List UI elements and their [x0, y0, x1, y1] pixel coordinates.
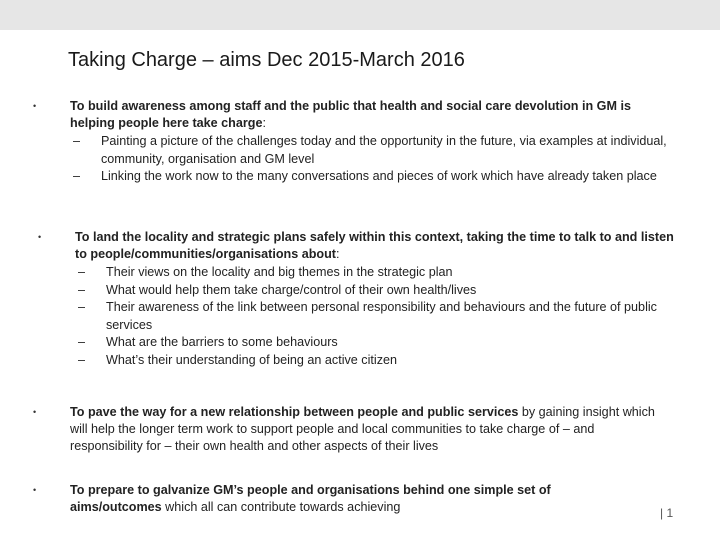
sub-bullet-item — [75, 352, 680, 370]
dash-marker: – — [73, 169, 81, 183]
sub-bullet-text: Painting a picture of the challenges today and the opportunity in the future, via examples at individual, community, organisation and GM level — [101, 134, 667, 166]
sub-bullet-item — [75, 282, 680, 300]
sub-bullet-list — [70, 133, 670, 186]
dash-marker: – — [78, 265, 86, 279]
bullet-main-text — [75, 229, 680, 263]
bullet-normal-text: which all can contribute towards achieving — [161, 500, 401, 514]
bullet-main-text — [70, 98, 670, 132]
bullet-marker: • — [33, 407, 37, 417]
bullet-marker: • — [33, 485, 37, 495]
dash-marker: – — [73, 134, 81, 148]
sub-bullet-item — [75, 264, 680, 282]
bullet-main-text — [70, 404, 670, 455]
sub-bullet-text: What’s their understanding of being an active citizen — [106, 352, 397, 367]
dash-marker: – — [78, 335, 86, 349]
aim-bullet-galvanize — [70, 482, 630, 516]
bullet-normal-text: : — [262, 116, 266, 130]
aim-bullet-awareness — [70, 98, 670, 186]
bullet-bold-text: To land the locality and strategic plans safely within this context, taking the time to talk to and listen to people/communities/organisations about — [75, 230, 674, 261]
bullet-bold-text: To build awareness among staff and the public that health and social care devolution in GM is helping people here take charge — [70, 99, 631, 130]
bullet-normal-text: by gaining insight which will help the longer term work to support people and local communities to take charge of – and responsibility for – their own health and other aspects of their lives — [70, 405, 655, 453]
bullet-marker: • — [38, 232, 42, 242]
aim-bullet-plans — [75, 229, 680, 369]
bullet-normal-text: : — [336, 247, 340, 261]
sub-bullet-text: What are the barriers to some behaviours — [106, 335, 338, 349]
dash-marker: – — [78, 300, 86, 314]
sub-bullet-item — [75, 334, 680, 352]
sub-bullet-item — [75, 299, 680, 334]
dash-marker: – — [78, 282, 86, 297]
slide-title: Taking Charge – aims Dec 2015-March 2016 — [68, 49, 465, 71]
sub-bullet-item — [70, 133, 670, 168]
sub-bullet-item — [70, 168, 670, 186]
bullet-bold-text: To pave the way for a new relationship between people and public services — [70, 405, 519, 419]
top-header-band — [0, 0, 720, 30]
sub-bullet-list — [75, 264, 680, 369]
bullet-marker: • — [33, 101, 37, 111]
bullet-bold-text: To prepare to galvanize GM’s people and organisations behind one simple set of aims/outcomes — [70, 483, 551, 514]
bullet-main-text — [70, 482, 630, 516]
sub-bullet-text: What would help them take charge/control of their own health/lives — [106, 282, 477, 297]
sub-bullet-text: Linking the work now to the many conversations and pieces of work which have already taken place — [101, 169, 657, 183]
dash-marker: – — [78, 352, 86, 367]
sub-bullet-text: Their views on the locality and big themes in the strategic plan — [106, 265, 453, 279]
sub-bullet-text: Their awareness of the link between personal responsibility and behaviours and the future of public services — [106, 300, 657, 332]
page-number: | 1 — [660, 506, 674, 520]
aim-bullet-relationship — [70, 404, 670, 455]
